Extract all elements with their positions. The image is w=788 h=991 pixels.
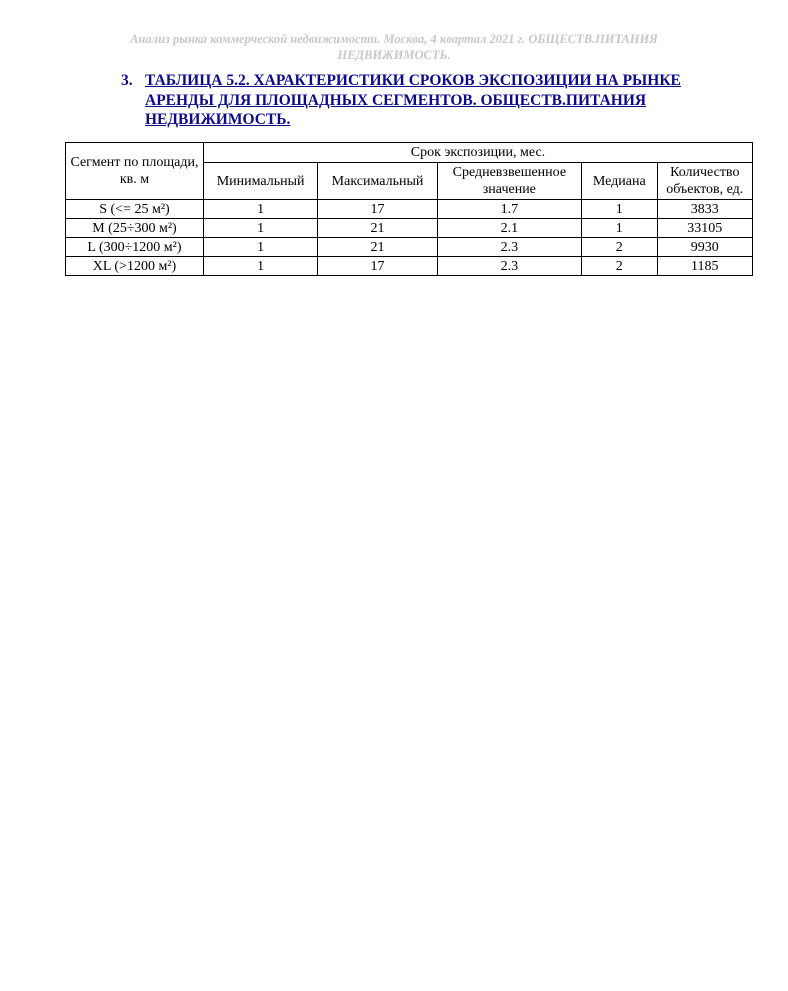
max-column-header: Максимальный — [318, 163, 437, 200]
running-header — [60, 31, 728, 63]
count-cell: 3833 — [657, 200, 752, 219]
count-cell: 9930 — [657, 238, 752, 257]
min-cell: 1 — [203, 238, 317, 257]
avg-cell: 2.3 — [437, 257, 581, 276]
heading-link-text[interactable]: ТАБЛИЦА 5.2. ХАРАКТЕРИСТИКИ СРОКОВ ЭКСПОЗИЦИИ НА РЫНКЕ АРЕНДЫ ДЛЯ ПЛОЩАДНЫХ СЕГМЕНТОВ. ОБЩЕСТВ.ПИТАНИЯ НЕДВИЖИМОСТЬ. — [145, 72, 681, 128]
avg-cell: 2.3 — [437, 238, 581, 257]
min-column-header: Минимальный — [203, 163, 317, 200]
segment-cell: M (25÷300 м²) — [66, 219, 204, 238]
table-body — [66, 200, 753, 276]
heading-number: 3. — [121, 72, 133, 89]
min-cell: 1 — [203, 200, 317, 219]
count-cell: 1185 — [657, 257, 752, 276]
avg-cell: 1.7 — [437, 200, 581, 219]
table-row — [66, 257, 753, 276]
table-heading[interactable] — [121, 71, 721, 130]
median-cell: 1 — [581, 200, 657, 219]
avg-column-header: Средневзвешенное значение — [437, 163, 581, 200]
max-cell: 21 — [318, 219, 437, 238]
median-cell: 2 — [581, 257, 657, 276]
table-row — [66, 219, 753, 238]
table-head — [66, 143, 753, 200]
running-header-line-2: НЕДВИЖИМОСТЬ. — [337, 48, 451, 62]
max-cell: 17 — [318, 257, 437, 276]
segment-cell: S (<= 25 м²) — [66, 200, 204, 219]
segment-cell: L (300÷1200 м²) — [66, 238, 204, 257]
min-cell: 1 — [203, 257, 317, 276]
exposure-group-header: Срок экспозиции, мес. — [203, 143, 752, 163]
max-cell: 17 — [318, 200, 437, 219]
header-row-1 — [66, 143, 753, 163]
count-column-header: Количество объектов, ед. — [657, 163, 752, 200]
median-cell: 2 — [581, 238, 657, 257]
count-cell: 33105 — [657, 219, 752, 238]
max-cell: 21 — [318, 238, 437, 257]
table-row — [66, 200, 753, 219]
table-row — [66, 238, 753, 257]
segment-cell: XL (>1200 м²) — [66, 257, 204, 276]
running-header-line-1: Анализ рынка коммерческой недвижимости. Москва, 4 квартал 2021 г. ОБЩЕСТВ.ПИТАНИЯ — [130, 32, 658, 46]
min-cell: 1 — [203, 219, 317, 238]
exposure-table — [65, 142, 753, 276]
segment-column-header: Сегмент по площади, кв. м — [66, 143, 204, 200]
avg-cell: 2.1 — [437, 219, 581, 238]
median-column-header: Медиана — [581, 163, 657, 200]
median-cell: 1 — [581, 219, 657, 238]
